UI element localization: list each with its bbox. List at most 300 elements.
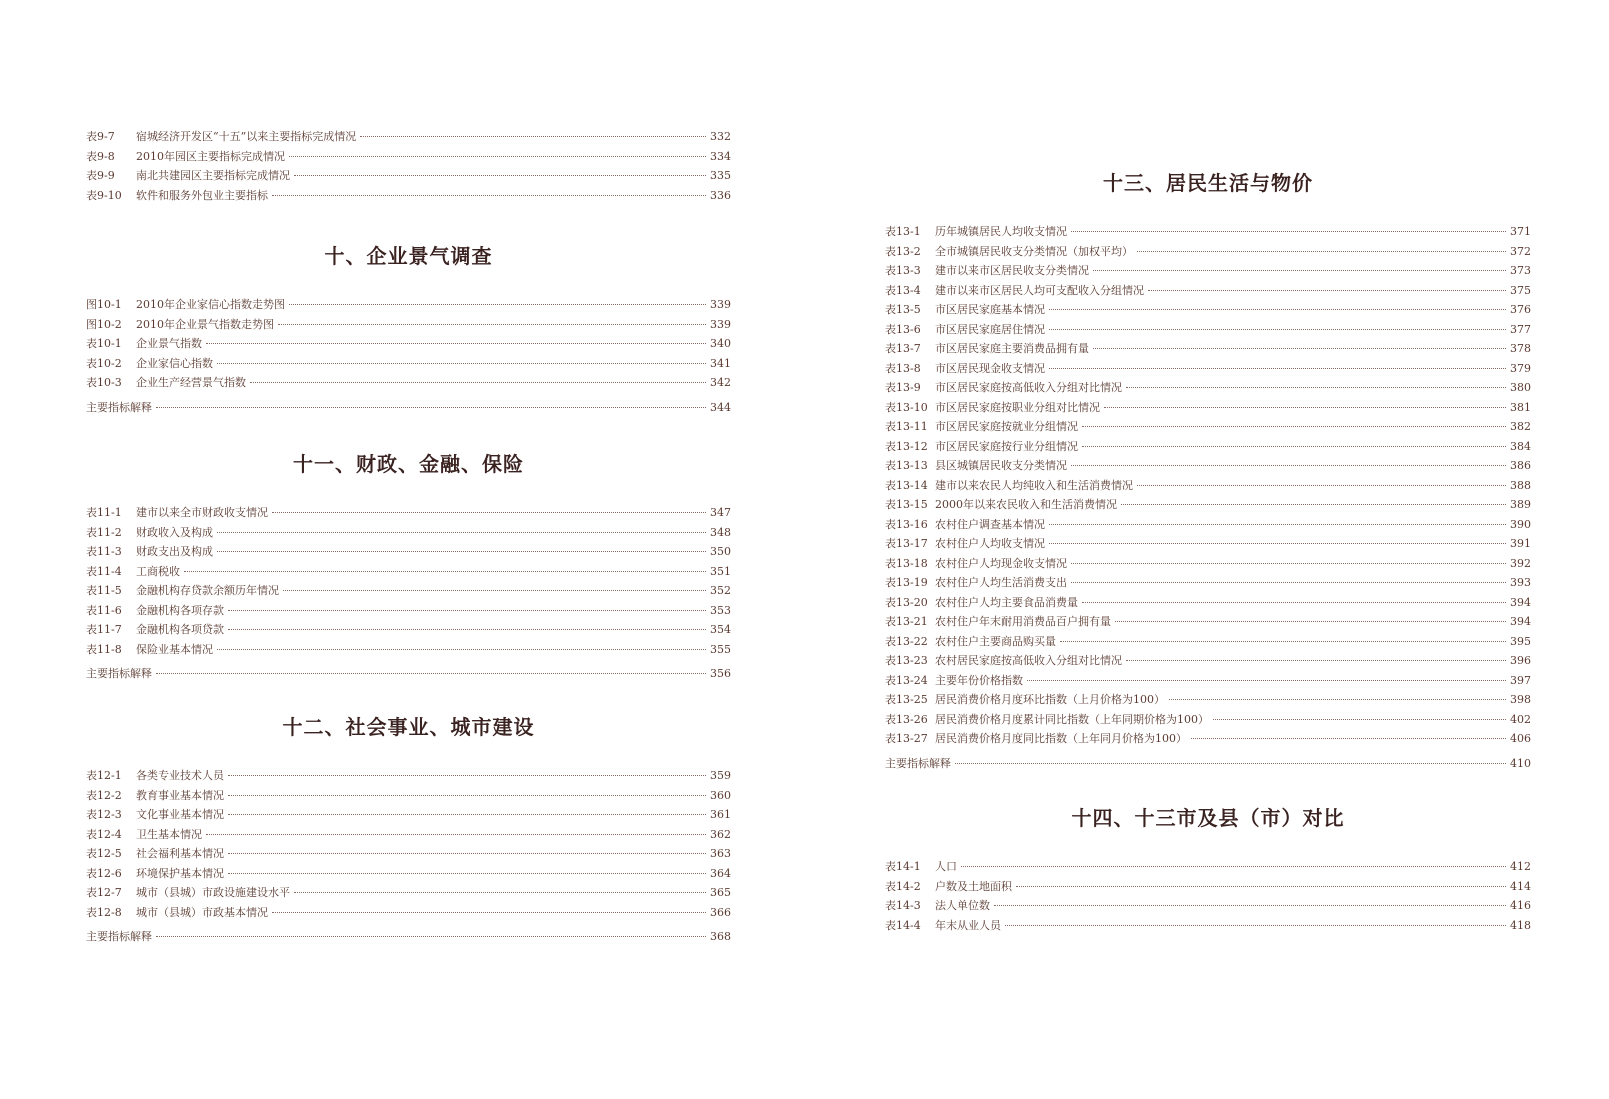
toc-entry-title: 环境保护基本情况	[136, 866, 224, 880]
toc-entry-id: 表13-5	[885, 303, 921, 316]
dot-leader	[1049, 368, 1506, 369]
toc-entry[interactable]	[885, 711, 1531, 731]
toc-entry-title: 市区居民家庭按高低收入分组对比情况	[935, 381, 1122, 394]
toc-entry-title: 市区居民现金收支情况	[935, 361, 1045, 375]
dot-leader	[272, 912, 706, 913]
toc-entry[interactable]	[885, 399, 1531, 419]
dot-leader	[228, 814, 706, 815]
toc-entry-title: 县区城镇居民收支分类情况	[935, 459, 1067, 472]
toc-entry-id: 表13-11	[885, 420, 928, 433]
dot-leader	[217, 649, 706, 650]
toc-entry-page: 392	[1510, 556, 1531, 570]
toc-entry-title: 农村住户人均收支情况	[935, 537, 1045, 550]
section-heading: 十二、社会事业、城市建设	[282, 715, 535, 739]
dot-leader	[994, 905, 1506, 906]
toc-entry-page: 372	[1510, 244, 1531, 258]
toc-entry-title: 市区居民家庭按就业分组情况	[935, 420, 1078, 433]
toc-list	[86, 767, 731, 948]
toc-entry-id: 表10-3	[86, 376, 122, 389]
toc-entry[interactable]	[885, 574, 1531, 594]
toc-entry-page: 393	[1510, 576, 1531, 589]
dot-leader	[228, 853, 706, 854]
toc-entry-id: 表13-16	[885, 517, 928, 531]
toc-entry-id: 表13-26	[885, 712, 928, 726]
dot-leader	[1071, 582, 1506, 583]
toc-entry-id: 图10-1	[86, 298, 122, 311]
dot-leader	[1082, 446, 1506, 447]
toc-entry[interactable]	[86, 374, 731, 394]
dot-leader	[1126, 387, 1506, 388]
toc-entry-title: 居民消费价格月度同比指数（上年同月价格为100）	[935, 732, 1187, 745]
dot-leader	[1093, 348, 1506, 349]
toc-entry-title: 2010年企业景气指数走势图	[136, 317, 274, 331]
toc-entry[interactable]	[86, 335, 731, 355]
toc-entry-id: 表14-4	[885, 918, 921, 932]
toc-entry-id: 表13-13	[885, 459, 928, 472]
section-heading: 十一、财政、金融、保险	[293, 452, 524, 476]
toc-entry-page: 340	[710, 337, 731, 350]
toc-entry-title: 保险业基本情况	[136, 642, 213, 656]
toc-entry-title: 金融机构各项贷款	[136, 623, 224, 636]
toc-entry-id: 表13-1	[885, 225, 921, 238]
toc-entry-title: 城市（县城）市政设施建设水平	[136, 886, 290, 899]
toc-entry-page: 394	[1510, 615, 1531, 628]
toc-entry-title: 建市以来市区居民人均可支配收入分组情况	[935, 283, 1144, 297]
dot-leader	[272, 195, 706, 196]
toc-entry-page: 381	[1510, 400, 1531, 414]
toc-entry-id: 表14-3	[885, 899, 921, 912]
toc-entry-title: 卫生基本情况	[136, 827, 202, 841]
toc-entry-page: 391	[1510, 537, 1531, 550]
toc-entry[interactable]	[885, 301, 1531, 321]
toc-entry-page: 332	[710, 130, 731, 143]
dot-leader	[250, 382, 706, 383]
dot-leader	[1027, 680, 1506, 681]
dot-leader	[1049, 329, 1506, 330]
toc-entry-title: 主要指标解释	[86, 930, 152, 943]
toc-entry-page: 342	[710, 376, 731, 389]
toc-entry-title: 财政支出及构成	[136, 545, 213, 558]
dot-leader	[272, 512, 706, 513]
toc-entry[interactable]	[885, 730, 1531, 750]
toc-entry-id: 表10-2	[86, 356, 122, 370]
toc-entry-page: 412	[1510, 860, 1531, 873]
toc-entry[interactable]	[86, 524, 731, 544]
toc-entry-id: 表13-22	[885, 634, 928, 648]
toc-entry-id: 表12-5	[86, 847, 122, 860]
toc-entry-page: 360	[710, 788, 731, 802]
toc-entry-id: 表13-14	[885, 478, 928, 492]
toc-entry-title: 南北共建园区主要指标完成情况	[136, 169, 290, 182]
toc-entry-page: 397	[1510, 673, 1531, 687]
toc-entry-page: 378	[1510, 342, 1531, 355]
toc-entry[interactable]	[885, 438, 1531, 458]
toc-entry-id: 表11-4	[86, 564, 122, 578]
dot-leader	[1071, 465, 1506, 466]
toc-entry-page: 354	[710, 623, 731, 636]
dot-leader	[1093, 270, 1506, 271]
toc-footer-entry[interactable]	[86, 928, 731, 948]
toc-entry[interactable]	[885, 672, 1531, 692]
toc-entry-title: 年末从业人员	[935, 918, 1001, 932]
toc-entry-page: 356	[710, 667, 731, 680]
dot-leader	[1049, 543, 1506, 544]
dot-leader	[360, 136, 706, 137]
toc-entry-title: 工商税收	[136, 564, 180, 578]
toc-entry-id: 表9-7	[86, 130, 115, 143]
toc-entry-id: 表12-8	[86, 905, 122, 919]
toc-entry-page: 355	[710, 642, 731, 656]
toc-entry[interactable]	[885, 555, 1531, 575]
dot-leader	[217, 363, 706, 364]
toc-entry-id: 表11-1	[86, 506, 122, 519]
dot-leader	[1137, 485, 1506, 486]
dot-leader	[1191, 738, 1506, 739]
toc-entry-title: 市区居民家庭居住情况	[935, 322, 1045, 336]
section-heading: 十四、十三市及县（市）对比	[1071, 806, 1345, 830]
toc-entry[interactable]	[885, 223, 1531, 243]
toc-entry-title: 主要指标解释	[86, 667, 152, 680]
toc-entry-id: 表10-1	[86, 337, 122, 350]
toc-entry-title: 主要年份价格指数	[935, 673, 1023, 687]
dot-leader	[228, 629, 706, 630]
toc-entry[interactable]	[885, 613, 1531, 633]
dot-leader	[1121, 504, 1506, 505]
toc-entry[interactable]	[86, 167, 731, 187]
toc-entry-id: 表11-3	[86, 545, 122, 558]
dot-leader	[1148, 290, 1506, 291]
toc-entry[interactable]	[885, 858, 1531, 878]
toc-entry-page: 359	[710, 769, 731, 782]
dot-leader	[228, 610, 706, 611]
toc-entry-id: 表12-2	[86, 788, 122, 802]
toc-entry-page: 389	[1510, 498, 1531, 511]
toc-entry-id: 表9-10	[86, 188, 122, 202]
toc-entry[interactable]	[86, 582, 731, 602]
toc-entry-title: 农村住户人均生活消费支出	[935, 576, 1067, 589]
toc-entry-title: 农村住户调查基本情况	[935, 517, 1045, 531]
toc-entry[interactable]	[885, 652, 1531, 672]
toc-entry-page: 394	[1510, 595, 1531, 609]
toc-entry-page: 362	[710, 827, 731, 841]
toc-entry-id: 表13-6	[885, 322, 921, 336]
toc-entry[interactable]	[885, 477, 1531, 497]
toc-entry[interactable]	[86, 884, 731, 904]
toc-entry-id: 表11-5	[86, 584, 122, 597]
toc-entry-page: 377	[1510, 322, 1531, 336]
toc-entry-page: 390	[1510, 517, 1531, 531]
toc-entry-title: 财政收入及构成	[136, 525, 213, 539]
toc-entry-title: 农村住户年末耐用消费品百户拥有量	[935, 615, 1111, 628]
toc-entry-page: 388	[1510, 478, 1531, 492]
dot-leader	[1071, 231, 1506, 232]
toc-footer-entry[interactable]	[86, 399, 731, 419]
toc-entry-title: 宿城经济开发区“十五”以来主要指标完成情况	[136, 130, 357, 143]
toc-entry-page: 341	[710, 356, 731, 370]
toc-entry-page: 414	[1510, 879, 1531, 893]
toc-entry-id: 表13-19	[885, 576, 928, 589]
toc-entry-page: 376	[1510, 303, 1531, 316]
toc-entry-id: 表13-21	[885, 615, 928, 628]
toc-entry-id: 表13-25	[885, 693, 928, 706]
toc-list-continued	[86, 128, 731, 206]
toc-entry[interactable]	[86, 826, 731, 846]
toc-entry-title: 主要指标解释	[86, 400, 152, 414]
toc-entry-page: 398	[1510, 693, 1531, 706]
toc-entry[interactable]	[86, 602, 731, 622]
toc-entry[interactable]	[86, 904, 731, 924]
toc-entry-title: 市区居民家庭按行业分组情况	[935, 439, 1078, 453]
toc-entry-title: 主要指标解释	[885, 756, 951, 770]
toc-entry-page: 410	[1510, 756, 1531, 770]
toc-entry-page: 418	[1510, 918, 1531, 932]
toc-entry-title: 农村住户人均主要食品消费量	[935, 595, 1078, 609]
toc-entry-page: 371	[1510, 225, 1531, 238]
dot-leader	[184, 571, 706, 572]
toc-entry-id: 表13-20	[885, 595, 928, 609]
dot-leader	[1104, 407, 1506, 408]
toc-entry-title: 全市城镇居民收支分类情况（加权平均）	[935, 244, 1133, 258]
dot-leader	[289, 156, 706, 157]
toc-footer-entry[interactable]	[885, 755, 1531, 775]
dot-leader	[228, 873, 706, 874]
toc-entry-id: 表14-2	[885, 879, 921, 893]
toc-entry[interactable]	[885, 418, 1531, 438]
dot-leader	[1137, 251, 1506, 252]
toc-entry-page: 416	[1510, 899, 1531, 912]
dot-leader	[278, 324, 706, 325]
dot-leader	[217, 551, 706, 552]
toc-entry[interactable]	[885, 282, 1531, 302]
toc-entry[interactable]	[885, 243, 1531, 263]
toc-entry-page: 364	[710, 866, 731, 880]
dot-leader	[156, 936, 706, 937]
toc-entry[interactable]	[885, 262, 1531, 282]
toc-entry-id: 表13-10	[885, 400, 928, 414]
dot-leader	[206, 343, 706, 344]
toc-entry-page: 350	[710, 545, 731, 558]
dot-leader	[1016, 886, 1506, 887]
toc-entry-title: 金融机构存贷款余额历年情况	[136, 584, 279, 597]
toc-entry-page: 366	[710, 905, 731, 919]
toc-entry[interactable]	[86, 355, 731, 375]
toc-list	[86, 504, 731, 685]
dot-leader	[283, 590, 706, 591]
dot-leader	[1060, 641, 1506, 642]
toc-entry-page: 353	[710, 603, 731, 617]
toc-entry[interactable]	[86, 621, 731, 641]
toc-entry-title: 2010年园区主要指标完成情况	[136, 149, 285, 163]
toc-entry-id: 表12-1	[86, 769, 122, 782]
toc-entry-title: 文化事业基本情况	[136, 808, 224, 821]
dot-leader	[289, 304, 706, 305]
toc-entry-page: 386	[1510, 459, 1531, 472]
dot-leader	[1082, 426, 1506, 427]
toc-entry-id: 表13-4	[885, 283, 921, 297]
dot-leader	[156, 407, 706, 408]
toc-entry-id: 表13-18	[885, 556, 928, 570]
toc-entry-id: 表13-3	[885, 264, 921, 277]
toc-entry-page: 402	[1510, 712, 1531, 726]
dot-leader	[1005, 925, 1506, 926]
toc-entry-title: 建市以来农民人均纯收入和生活消费情况	[935, 478, 1133, 492]
toc-entry[interactable]	[86, 845, 731, 865]
toc-entry-title: 各类专业技术人员	[136, 769, 224, 782]
dot-leader	[1126, 660, 1506, 661]
toc-entry-page: 348	[710, 525, 731, 539]
toc-entry-title: 法人单位数	[935, 899, 990, 912]
toc-entry-id: 表11-6	[86, 603, 122, 617]
toc-entry-title: 城市（县城）市政基本情况	[136, 905, 268, 919]
dot-leader	[1082, 602, 1506, 603]
toc-entry-page: 363	[710, 847, 731, 860]
toc-list	[885, 858, 1531, 936]
section-heading: 十三、居民生活与物价	[1103, 171, 1313, 195]
dot-leader	[228, 775, 706, 776]
toc-entry[interactable]	[86, 641, 731, 661]
toc-entry-page: 336	[710, 188, 731, 202]
toc-entry[interactable]	[86, 148, 731, 168]
toc-entry[interactable]	[885, 457, 1531, 477]
toc-entry[interactable]	[86, 504, 731, 524]
toc-entry-id: 表13-23	[885, 654, 928, 667]
toc-entry-id: 表14-1	[885, 860, 921, 873]
dot-leader	[294, 175, 706, 176]
toc-entry-id: 表13-2	[885, 244, 921, 258]
toc-entry-page: 339	[710, 317, 731, 331]
toc-entry[interactable]	[885, 878, 1531, 898]
toc-entry-id: 表12-7	[86, 886, 122, 899]
toc-entry[interactable]	[885, 917, 1531, 937]
toc-entry[interactable]	[885, 633, 1531, 653]
dot-leader	[961, 866, 1506, 867]
toc-entry[interactable]	[86, 563, 731, 583]
toc-entry-title: 农村住户人均现金收支情况	[935, 556, 1067, 570]
toc-entry-title: 农村住户主要商品购买量	[935, 634, 1056, 648]
toc-entry-id: 表13-9	[885, 381, 921, 394]
toc-list	[86, 296, 731, 418]
toc-entry-id: 图10-2	[86, 317, 122, 331]
toc-entry-page: 368	[710, 930, 731, 943]
toc-entry-id: 表13-27	[885, 732, 928, 745]
toc-entry-id: 表13-24	[885, 673, 928, 687]
toc-entry-page: 334	[710, 149, 731, 163]
toc-entry-title: 软件和服务外包业主要指标	[136, 188, 268, 202]
section-heading: 十、企业景气调查	[324, 244, 493, 268]
toc-entry-title: 建市以来全市财政收支情况	[136, 506, 268, 519]
toc-entry[interactable]	[885, 897, 1531, 917]
toc-entry[interactable]	[86, 767, 731, 787]
toc-entry[interactable]	[86, 316, 731, 336]
toc-entry-title: 户数及土地面积	[935, 879, 1012, 893]
toc-entry-page: 382	[1510, 420, 1531, 433]
toc-entry[interactable]	[86, 806, 731, 826]
toc-entry-page: 375	[1510, 283, 1531, 297]
toc-entry-title: 金融机构各项存款	[136, 603, 224, 617]
toc-list	[885, 223, 1531, 774]
toc-entry-title: 社会福利基本情况	[136, 847, 224, 860]
toc-entry-title: 历年城镇居民人均收支情况	[935, 225, 1067, 238]
toc-entry-id: 表13-8	[885, 361, 921, 375]
toc-entry-title: 2000年以来农民收入和生活消费情况	[935, 498, 1117, 511]
toc-entry[interactable]	[86, 865, 731, 885]
toc-entry-page: 351	[710, 564, 731, 578]
dot-leader	[1049, 524, 1506, 525]
toc-entry-id: 表9-8	[86, 149, 115, 163]
toc-entry[interactable]	[885, 321, 1531, 341]
toc-entry-id: 表13-12	[885, 439, 928, 453]
toc-entry[interactable]	[86, 296, 731, 316]
dot-leader	[1115, 621, 1506, 622]
toc-entry[interactable]	[885, 516, 1531, 536]
toc-entry-title: 教育事业基本情况	[136, 788, 224, 802]
toc-entry-page: 379	[1510, 361, 1531, 375]
dot-leader	[1169, 699, 1506, 700]
toc-entry-title: 企业景气指数	[136, 337, 202, 350]
toc-entry[interactable]	[885, 360, 1531, 380]
toc-entry[interactable]	[86, 543, 731, 563]
dot-leader	[217, 532, 706, 533]
toc-entry-page: 352	[710, 584, 731, 597]
toc-entry-title: 市区居民家庭主要消费品拥有量	[935, 342, 1089, 355]
dot-leader	[228, 795, 706, 796]
toc-entry[interactable]	[86, 187, 731, 207]
toc-entry-page: 396	[1510, 654, 1531, 667]
toc-entry[interactable]	[86, 128, 731, 148]
toc-entry-id: 表13-17	[885, 537, 928, 550]
toc-entry-id: 表12-6	[86, 866, 122, 880]
toc-footer-entry[interactable]	[86, 665, 731, 685]
toc-entry-id: 表12-3	[86, 808, 122, 821]
toc-entry[interactable]	[86, 787, 731, 807]
dot-leader	[156, 673, 706, 674]
toc-entry[interactable]	[885, 594, 1531, 614]
toc-entry-id: 表13-15	[885, 498, 928, 511]
dot-leader	[206, 834, 706, 835]
toc-entry-page: 384	[1510, 439, 1531, 453]
toc-entry-title: 居民消费价格月度累计同比指数（上年同期价格为100）	[935, 712, 1209, 726]
dot-leader	[1071, 563, 1506, 564]
toc-entry-id: 表12-4	[86, 827, 122, 841]
toc-entry-page: 361	[710, 808, 731, 821]
toc-entry-title: 市区居民家庭基本情况	[935, 303, 1045, 316]
dot-leader	[294, 892, 706, 893]
toc-entry-page: 335	[710, 169, 731, 182]
dot-leader	[1213, 719, 1506, 720]
toc-entry[interactable]	[885, 379, 1531, 399]
toc-entry-id: 表11-2	[86, 525, 122, 539]
toc-entry[interactable]	[885, 535, 1531, 555]
toc-entry-page: 380	[1510, 381, 1531, 394]
toc-entry-title: 农村居民家庭按高低收入分组对比情况	[935, 654, 1122, 667]
toc-entry-id: 表11-7	[86, 623, 122, 636]
toc-entry-title: 建市以来市区居民收支分类情况	[935, 264, 1089, 277]
toc-entry-page: 373	[1510, 264, 1531, 277]
toc-entry-page: 344	[710, 400, 731, 414]
toc-entry-id: 表13-7	[885, 342, 921, 355]
toc-entry[interactable]	[885, 691, 1531, 711]
toc-entry[interactable]	[885, 496, 1531, 516]
toc-entry-id: 表11-8	[86, 642, 122, 656]
toc-entry-title: 人口	[935, 860, 957, 873]
toc-entry-title: 市区居民家庭按职业分组对比情况	[935, 400, 1100, 414]
toc-entry-page: 395	[1510, 634, 1531, 648]
toc-entry-page: 347	[710, 506, 731, 519]
dot-leader	[1049, 309, 1506, 310]
toc-entry[interactable]	[885, 340, 1531, 360]
toc-entry-title: 2010年企业家信心指数走势图	[136, 298, 285, 311]
toc-entry-page: 365	[710, 886, 731, 899]
